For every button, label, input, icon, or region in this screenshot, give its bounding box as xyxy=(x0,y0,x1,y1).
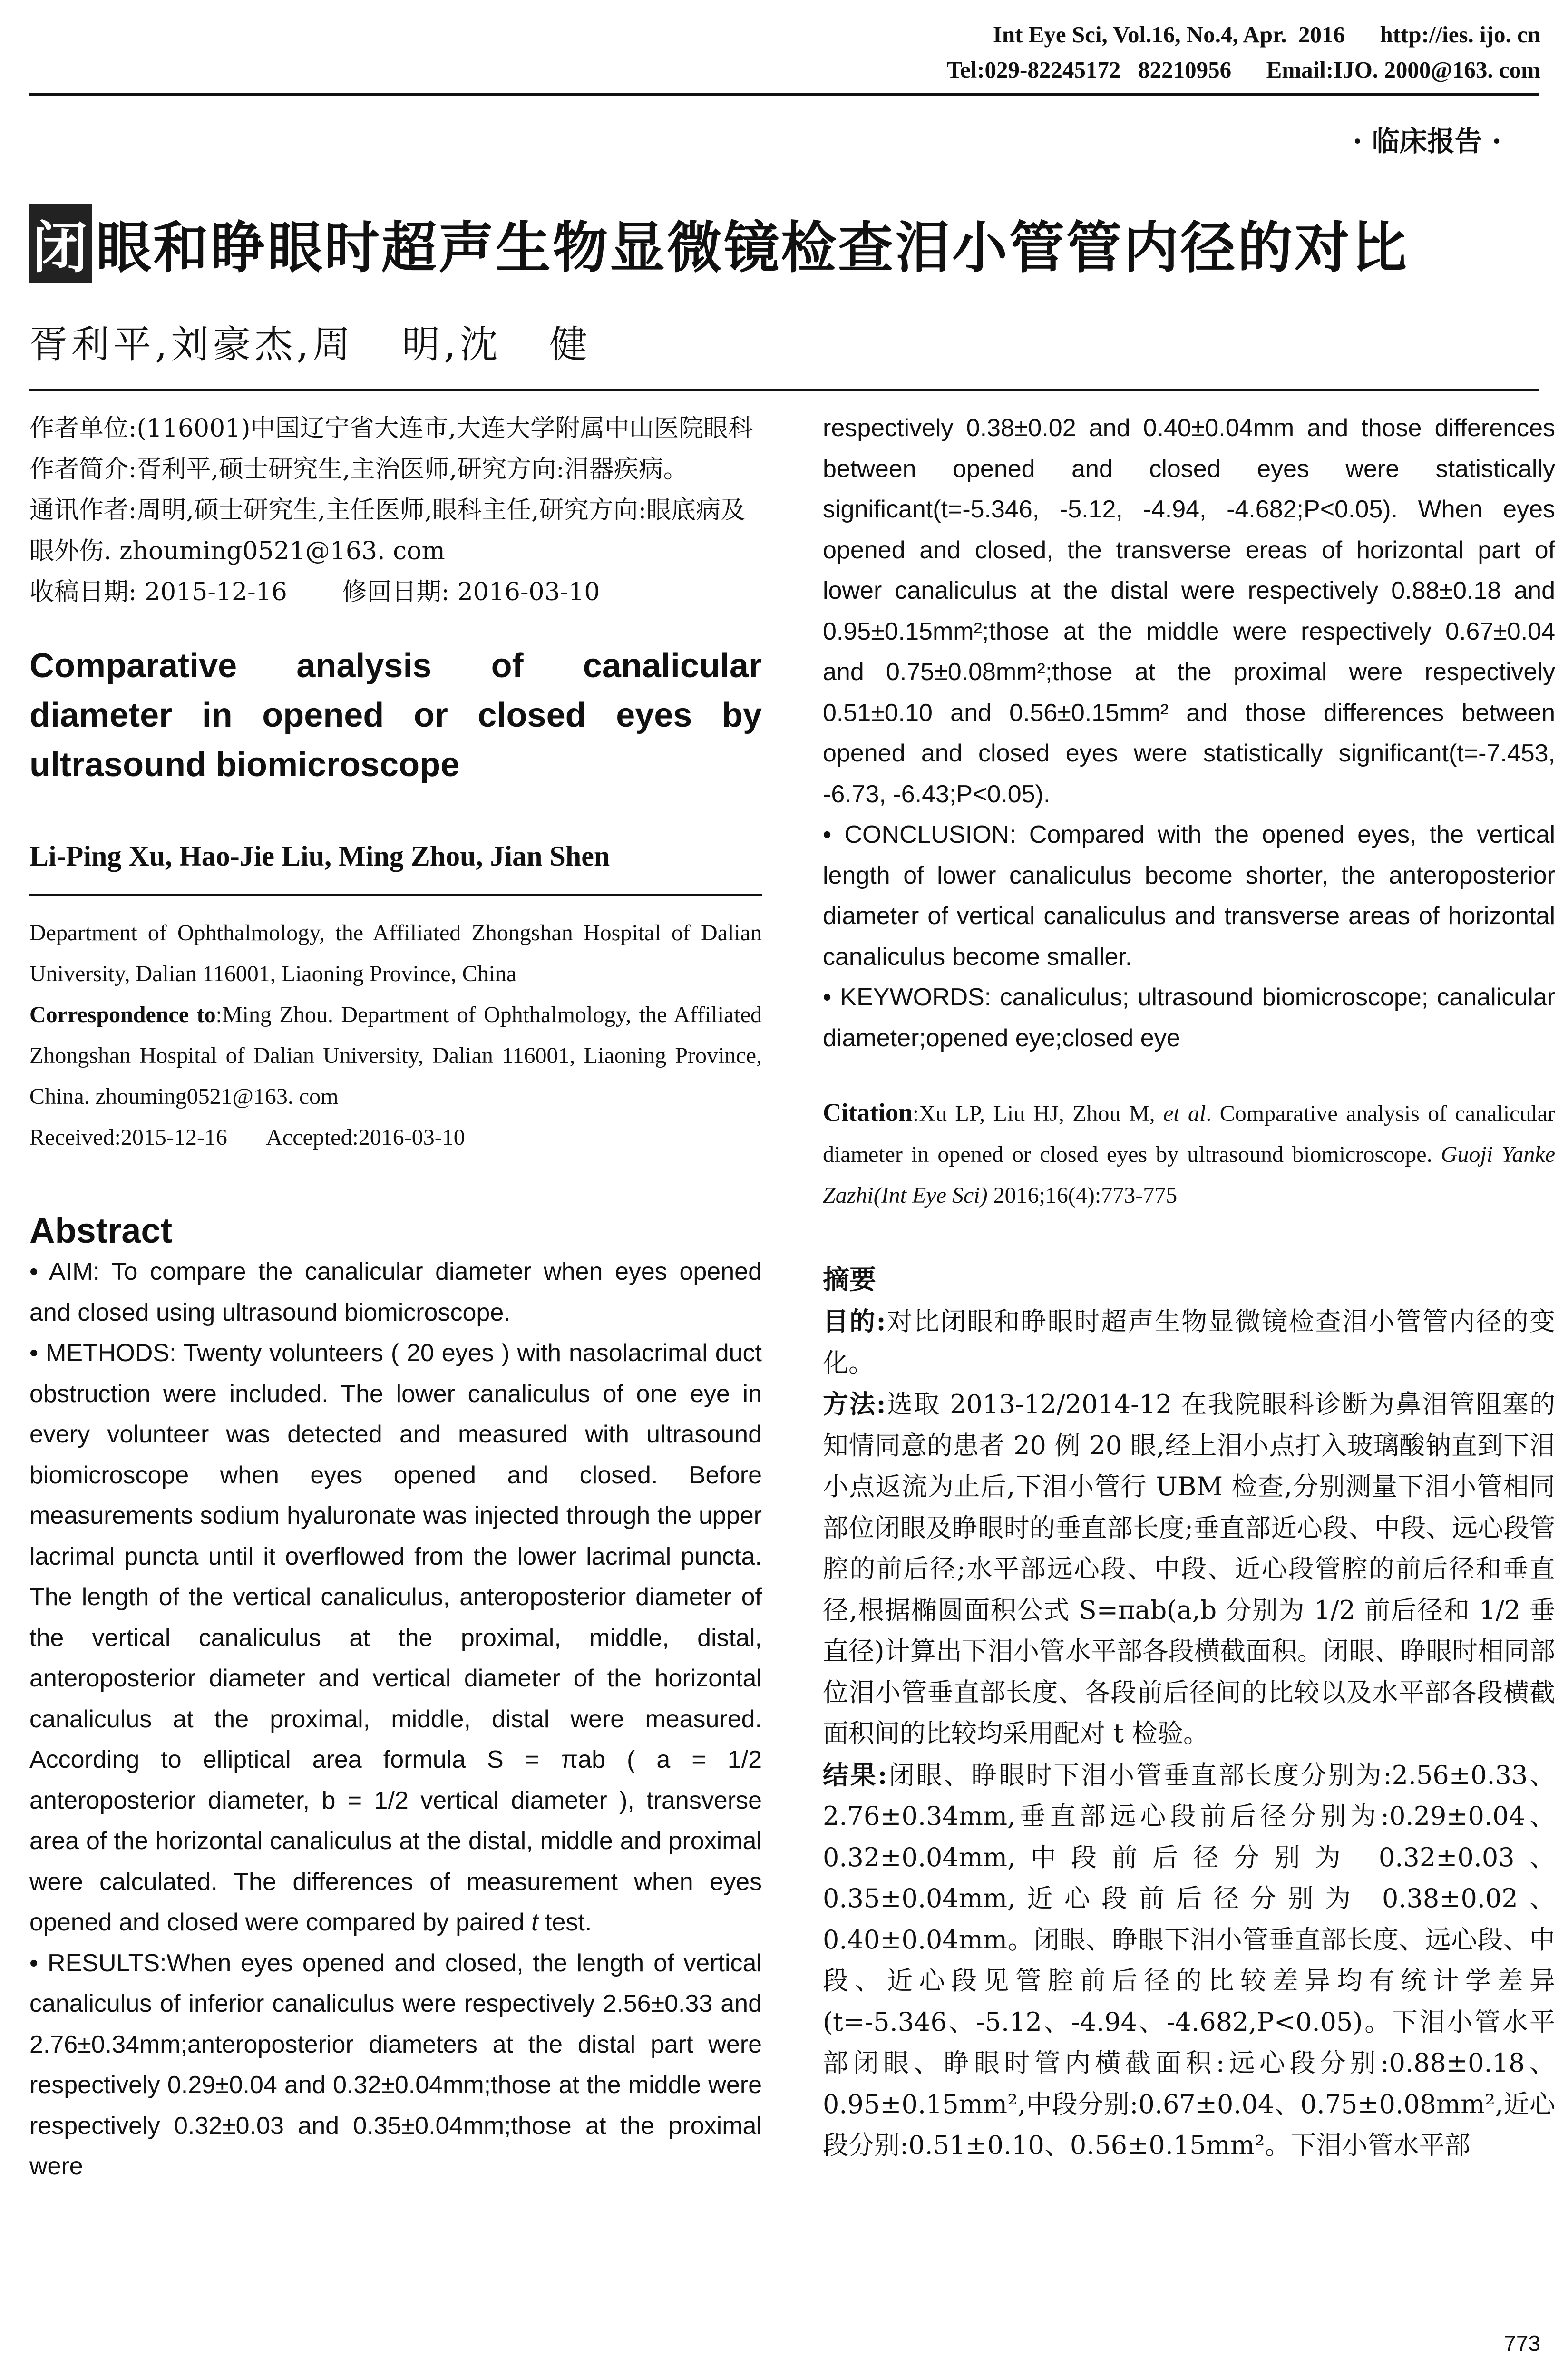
header-rule xyxy=(29,93,1539,96)
title-en: Comparative analysis of canalicular diameter in opened or closed eyes by ultrasound biomicroscope xyxy=(29,647,762,784)
affiliation-cn: 作者单位:(116001)中国辽宁省大连市,大连大学附属中山医院眼科 xyxy=(29,414,753,443)
title-rest: 眼和睁眼时超声生物显微镜检查泪小管管内径的对比 xyxy=(96,216,1409,280)
abstract-en-right xyxy=(823,408,1555,1059)
left-column xyxy=(29,408,762,2187)
title-first-char: 闭 xyxy=(29,204,92,283)
dates-cn: 收稿日期: 2015-12-16 修回日期: 2016-03-10 xyxy=(29,578,600,606)
citation-label: Citation xyxy=(823,1098,913,1127)
abstract-cn xyxy=(823,1301,1555,2166)
page-number: 773 xyxy=(1504,2331,1540,2356)
abstract-methods: • METHODS: Twenty volunteers ( 20 eyes ) with nasolacrimal duct obstruction were included. The lower canaliculus of one eye in every volunteer was detected and measured with ultrasound biomicroscope when eyes opened and closed. Before measurements sodium hyaluronate was injected through the upper lacrimal puncta until it overflowed from the lower lacrimal puncta. The length of the vertical canaliculus, anteroposterior diameter of the vertical canaliculus at the proximal, middle, distal, anteroposterior diameter and vertical diameter of the horizontal canaliculus at the proximal, middle, distal were measured. According to elliptical area formula S = πab ( a = 1/2 anteroposterior diameter, b = 1/2 vertical diameter ), transverse area of the horizontal canaliculus at the distal, middle and proximal were calculated. The differences of measurement when eyes opened and closed were compared by paired t test. xyxy=(29,1339,762,1936)
page-title-cn xyxy=(29,204,1409,283)
title-rule xyxy=(29,389,1539,391)
author-info-cn xyxy=(29,408,762,613)
journal-header-line2: Tel:029-82245172 82210956 Email:IJO. 2000@163. com xyxy=(946,57,1540,83)
abstract-aim: • AIM: To compare the canalicular diameter when eyes opened and closed using ultrasound biomicroscope. xyxy=(29,1258,762,1326)
correspondence-label: Correspondence to xyxy=(29,1002,216,1027)
abstract-en-left xyxy=(29,1252,762,2187)
dates-en: Received:2015-12-16 Accepted:2016-03-10 xyxy=(29,1125,465,1150)
abstract-keywords: • KEYWORDS: canaliculus; ultrasound biomicroscope; canalicular diameter;opened eye;closed eye xyxy=(823,984,1555,1052)
correspondence-cn: 通讯作者:周明,硕士研究生,主任医师,眼科主任,研究方向:眼底病及眼外伤. zhouming0521@163. com xyxy=(29,496,746,565)
correspondence-text: :Ming Zhou. Department of Ophthalmology, the Affiliated Zhongshan Hospital of Dalian University, Dalian 116001, Liaoning Province, China. zhouming0521@163. com xyxy=(29,1002,762,1109)
abstract-cn-results: 结果:闭眼、睁眼时下泪小管垂直部长度分别为:2.56±0.33、2.76±0.34mm,垂直部远心段前后径分别为:0.29±0.04、0.32±0.04mm,中段前后径分别为 0.32±0.03、0.35±0.04mm,近心段前后径分别为 0.38±0.02、0.40±0.04mm。闭眼、睁眼下泪小管垂直部长度、远心段、中段、近心段见管腔前后径的比较差异均有统计学差异(t=-5.346、-5.12、-4.94、-4.682,P<0.05)。下泪小管水平部闭眼、睁眼时管内横截面积:远心段分别:0.88±0.18、0.95±0.15mm²,中段分别:0.67±0.04、0.75±0.08mm²,近心段分别:0.51±0.10、0.56±0.15mm²。下泪小管水平部 xyxy=(823,1759,1555,2160)
abstract-cn-methods: 方法:选取 2013-12/2014-12 在我院眼科诊断为鼻泪管阻塞的知情同意的患者 20 例 20 眼,经上泪小点打入玻璃酸钠直到下泪小点返流为止后,下泪小管行 UBM 检查,分别测量下泪小管相同部位闭眼及睁眼时的垂直部长度;垂直部近心段、中段、远心段管腔的前后径;水平部远心段、中段、近心段管腔的前后径和垂直径,根据椭圆面积公式 S=πab(a,b 分别为 1/2 前后径和 1/2 垂直径)计算出下泪小管水平部各段横截面积。闭眼、睁眼时相同部位泪小管垂直部长度、各段前后径间的比较以及水平部各段横截面积间的比较均采用配对 t 检验。 xyxy=(823,1389,1556,1748)
journal-header-line1: Int Eye Sci, Vol.16, No.4, Apr. 2016 http://ies. ijo. cn xyxy=(993,21,1540,48)
authors-en: Li-Ping Xu, Hao-Jie Liu, Ming Zhou, Jian Shen xyxy=(29,840,610,872)
abstract-cn-heading: 摘要 xyxy=(823,1265,876,1296)
abstract-conclusion: • CONCLUSION: Compared with the opened eyes, the vertical length of lower canaliculus become shorter, the anteroposterior diameter of vertical canaliculus and transverse areas of horizontal canaliculus become smaller. xyxy=(823,821,1555,971)
citation: Citation:Xu LP, Liu HJ, Zhou M, et al. Comparative analysis of canalicular diameter in opened or closed eyes by ultrasound biomicroscope. Guoji Yanke Zazhi(Int Eye Sci) 2016;16(4):773-775 xyxy=(823,1098,1555,1208)
department-en: Department of Ophthalmology, the Affiliated Zhongshan Hospital of Dalian University, Dalian 116001, Liaoning Province, China xyxy=(29,920,762,986)
right-column xyxy=(823,408,1555,2166)
correspondence-en xyxy=(29,994,762,1117)
abstract-heading: Abstract xyxy=(29,1211,173,1250)
abstract-results-part1: • RESULTS:When eyes opened and closed, the length of vertical canaliculus of inferior canaliculus were respectively 2.56±0.33 and 2.76±0.34mm;anteroposterior diameters at the distal part were respectively 0.29±0.04 and 0.32±0.04mm;those at the middle were respectively 0.32±0.03 and 0.35±0.04mm;those at the proximal were xyxy=(29,1949,762,2180)
author-info-en xyxy=(29,913,762,1158)
authors-rule xyxy=(29,894,762,896)
author-intro-cn: 作者简介:胥利平,硕士研究生,主治医师,研究方向:泪器疾病。 xyxy=(29,455,688,484)
abstract-results-part2: respectively 0.38±0.02 and 0.40±0.04mm and those differences between opened and closed eyes were statistically significant(t=-5.346, -5.12, -4.94, -4.682;P<0.05). When eyes opened and closed, the transverse ereas of horizontal part of lower canaliculus at the distal were respectively 0.88±0.18 and 0.95±0.15mm²;those at the middle were respectively 0.67±0.04 and 0.75±0.08mm²;those at the proximal were respectively 0.51±0.10 and 0.56±0.15mm² and those differences between opened and closed eyes were statistically significant(t=-7.453, -6.73, -6.43;P<0.05). xyxy=(823,414,1555,808)
section-label: · 临床报告 · xyxy=(1353,125,1501,157)
abstract-cn-aim: 目的:对比闭眼和睁眼时超声生物显微镜检查泪小管管内径的变化。 xyxy=(823,1306,1555,1378)
authors-cn: 胥利平,刘豪杰,周 明,沈 健 xyxy=(29,322,591,367)
